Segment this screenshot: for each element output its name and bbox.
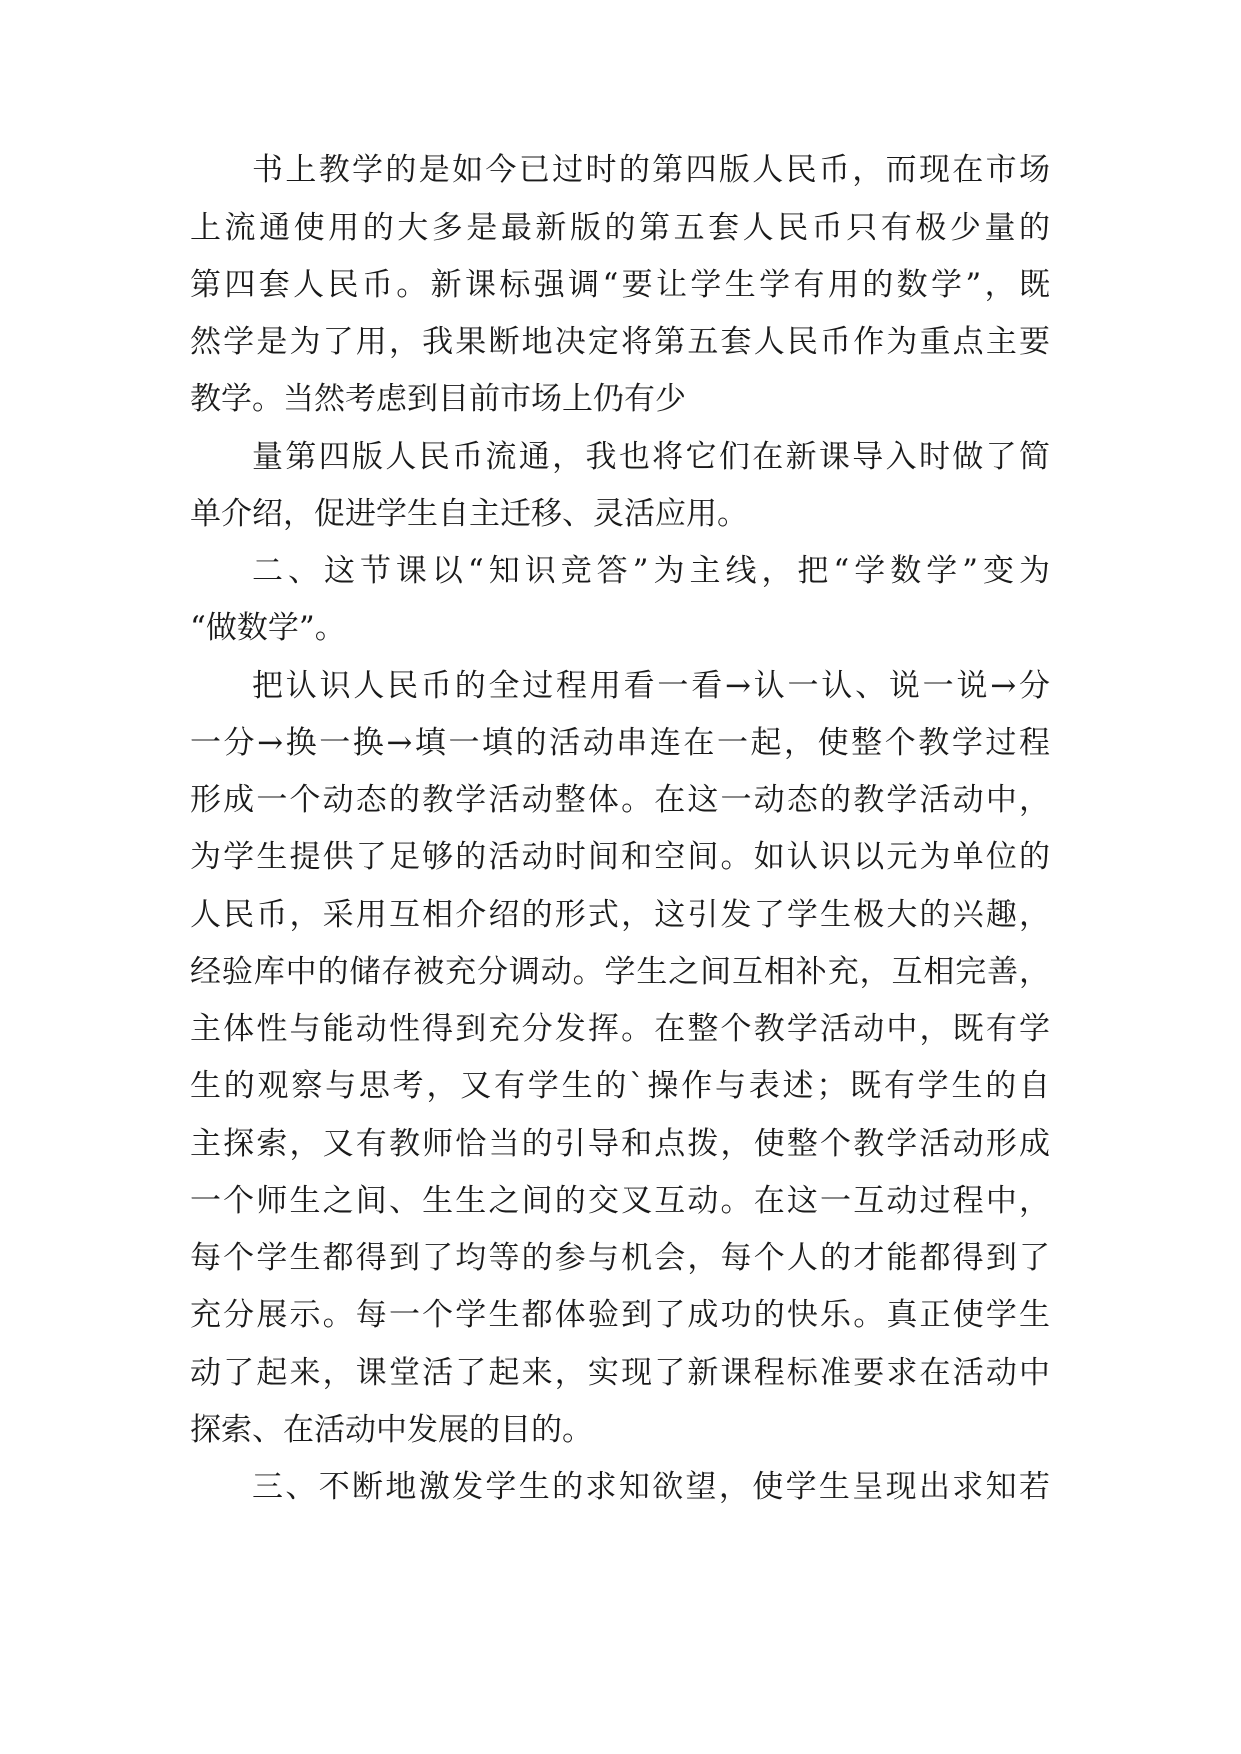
- paragraph-line: 第四套人民币。新课标强调“要让学生学有用的数学”，既: [190, 267, 1050, 303]
- paragraph-line: 把认识人民币的全过程用看一看→认一认、说一说→分: [252, 668, 1050, 704]
- paragraph-line: 经验库中的储存被充分调动。学生之间互相补充，互相完善，: [190, 954, 1050, 990]
- paragraph-line: 探索、在活动中发展的目的。: [190, 1412, 593, 1448]
- paragraph-line: 为学生提供了足够的活动时间和空间。如认识以元为单位的: [190, 839, 1050, 875]
- paragraph-line: 一个师生之间、生生之间的交叉互动。在这一互动过程中，: [190, 1183, 1050, 1219]
- paragraph-line: 主体性与能动性得到充分发挥。在整个教学活动中，既有学: [190, 1011, 1050, 1047]
- paragraph-line: 形成一个动态的教学活动整体。在这一动态的教学活动中，: [190, 782, 1050, 818]
- paragraph-line: 量第四版人民币流通，我也将它们在新课导入时做了简: [252, 439, 1050, 475]
- paragraph-line: 人民币，采用互相介绍的形式，这引发了学生极大的兴趣，: [190, 897, 1050, 933]
- paragraph-line: 书上教学的是如今已过时的第四版人民币，而现在市场: [252, 152, 1050, 188]
- paragraph-line: 生的观察与思考，又有学生的`操作与表述；既有学生的自: [190, 1068, 1050, 1104]
- paragraph-line: 单介绍，促进学生自主迁移、灵活应用。: [190, 496, 748, 532]
- paragraph-line: 上流通使用的大多是最新版的第五套人民币只有极少量的: [190, 210, 1050, 246]
- paragraph-line: 每个学生都得到了均等的参与机会，每个人的才能都得到了: [190, 1240, 1050, 1276]
- paragraph-line: 三、不断地激发学生的求知欲望，使学生呈现出求知若: [252, 1469, 1050, 1505]
- paragraph-line: 动了起来，课堂活了起来，实现了新课程标准要求在活动中: [190, 1355, 1050, 1391]
- paragraph-line: 然学是为了用，我果断地决定将第五套人民币作为重点主要: [190, 324, 1050, 360]
- paragraph-line: 主探索，又有教师恰当的引导和点拨，使整个教学活动形成: [190, 1126, 1050, 1162]
- paragraph-line: “做数学”。: [190, 610, 346, 646]
- paragraph-line: 二、这节课以“知识竞答”为主线，把“学数学”变为: [252, 553, 1050, 589]
- paragraph-line: 充分展示。每一个学生都体验到了成功的快乐。真正使学生: [190, 1297, 1050, 1333]
- paragraph-line: 教学。当然考虑到目前市场上仍有少: [190, 381, 686, 417]
- paragraph-line: 一分→换一换→填一填的活动串连在一起，使整个教学过程: [190, 725, 1050, 761]
